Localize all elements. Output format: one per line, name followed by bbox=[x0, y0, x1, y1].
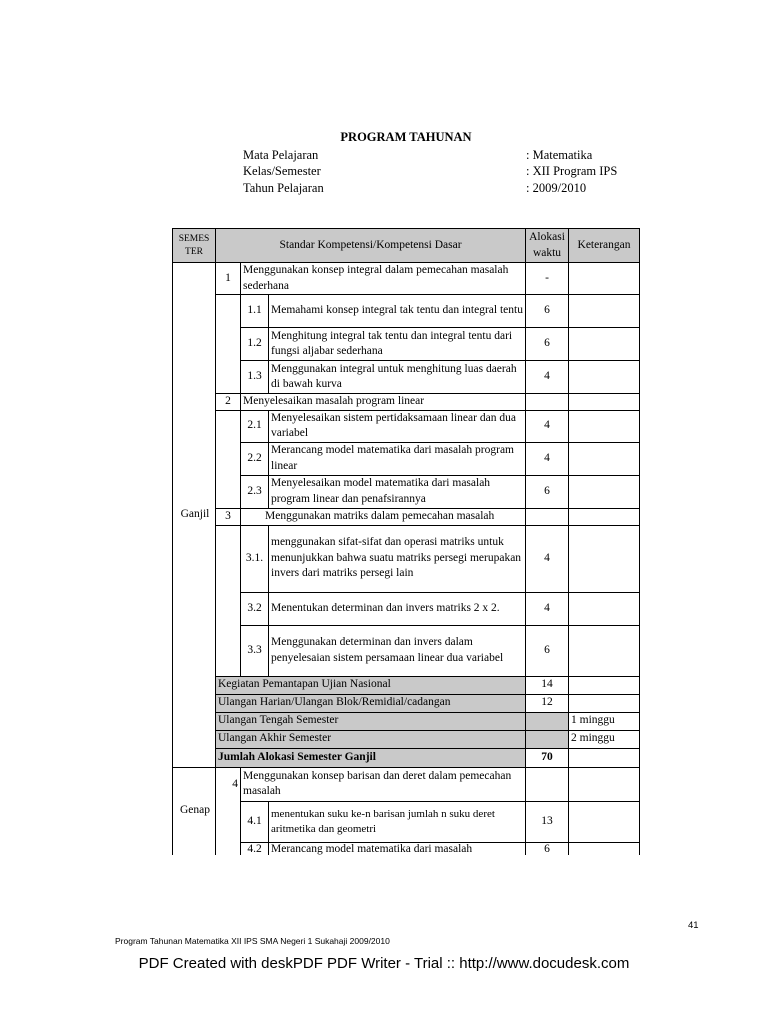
kd-number: 4.2 bbox=[241, 842, 269, 855]
kd-text: Menyelesaikan model matematika dari masalah program linear dan penafsirannya bbox=[269, 475, 526, 508]
table-row bbox=[173, 842, 640, 855]
kd-text: menentukan suku ke-n barisan jumlah n suku deret aritmetika dan geometri bbox=[269, 801, 526, 842]
meta-row-year bbox=[243, 181, 587, 196]
keterangan-cell bbox=[569, 410, 640, 442]
alokasi-cell: 6 bbox=[526, 625, 569, 676]
table-row bbox=[173, 592, 640, 625]
meta-value: : Matematika bbox=[526, 148, 593, 162]
table-row bbox=[173, 410, 640, 442]
kd-text: Menghitung integral tak tentu dan integral tentu dari fungsi aljabar sederhana bbox=[269, 328, 526, 361]
kd-text: Menyelesaikan sistem pertidaksamaan linear dan dua variabel bbox=[269, 410, 526, 442]
table-row bbox=[173, 328, 640, 361]
keterangan-cell bbox=[569, 801, 640, 842]
kd-text: Menentukan determinan dan invers matriks 2 x 2. bbox=[269, 592, 526, 625]
table-row bbox=[173, 525, 640, 592]
keterangan-cell bbox=[569, 592, 640, 625]
summary-alokasi bbox=[526, 730, 569, 748]
summary-keterangan: 1 minggu bbox=[569, 712, 640, 730]
keterangan-cell bbox=[569, 767, 640, 801]
summary-label: Ulangan Harian/Ulangan Blok/Remidial/cadangan bbox=[216, 694, 526, 712]
summary-total-label: Jumlah Alokasi Semester Ganjil bbox=[216, 748, 526, 767]
alokasi-cell: 13 bbox=[526, 801, 569, 842]
kd-text: Menggunakan integral untuk menghitung luas daerah di bawah kurva bbox=[269, 361, 526, 394]
alokasi-cell: 4 bbox=[526, 410, 569, 442]
keterangan-cell bbox=[569, 361, 640, 394]
summary-total-row bbox=[173, 748, 640, 767]
kd-number: 2.1 bbox=[241, 410, 269, 442]
summary-alokasi bbox=[526, 712, 569, 730]
table-row bbox=[173, 295, 640, 328]
table-row bbox=[173, 475, 640, 508]
sk-text: Menggunakan konsep integral dalam pemecahan masalah sederhana bbox=[241, 263, 526, 295]
sk-number: 3 bbox=[216, 508, 241, 525]
kd-number: 4.1 bbox=[241, 801, 269, 842]
table-row bbox=[173, 263, 640, 295]
kd-text: Merancang model matematika dari masalah bbox=[269, 842, 526, 855]
summary-label: Kegiatan Pemantapan Ujian Nasional bbox=[216, 676, 526, 694]
sk-text: Menggunakan matriks dalam pemecahan masalah bbox=[241, 508, 526, 525]
table-row bbox=[173, 801, 640, 842]
alokasi-cell: 4 bbox=[526, 361, 569, 394]
kd-text: Memahami konsep integral tak tentu dan integral tentu bbox=[269, 295, 526, 328]
table-row bbox=[173, 394, 640, 411]
page-footer: Program Tahunan Matematika XII IPS SMA Negeri 1 Sukahaji 2009/2010 bbox=[115, 936, 390, 946]
alokasi-cell bbox=[526, 394, 569, 411]
summary-label: Ulangan Tengah Semester bbox=[216, 712, 526, 730]
semester-genap: Genap bbox=[173, 767, 216, 855]
meta-label: Kelas/Semester bbox=[243, 164, 321, 178]
header-semester: SEMES TER bbox=[173, 229, 216, 263]
meta-row-class bbox=[243, 164, 618, 179]
keterangan-cell bbox=[569, 842, 640, 855]
summary-keterangan bbox=[569, 676, 640, 694]
table-row bbox=[173, 442, 640, 475]
header-keterangan: Keterangan bbox=[569, 229, 640, 263]
meta-value: : 2009/2010 bbox=[526, 181, 587, 195]
header-sk-kd: Standar Kompetensi/Kompetensi Dasar bbox=[216, 229, 526, 263]
kd-text: Merancang model matematika dari masalah program linear bbox=[269, 442, 526, 475]
alokasi-cell: - bbox=[526, 263, 569, 295]
sk-text: Menggunakan konsep barisan dan deret dalam pemecahan masalah bbox=[241, 767, 526, 801]
alokasi-cell: 4 bbox=[526, 592, 569, 625]
page-title: PROGRAM TAHUNAN bbox=[340, 130, 472, 144]
alokasi-cell: 6 bbox=[526, 842, 569, 855]
page-number: 41 bbox=[688, 920, 699, 931]
keterangan-cell bbox=[569, 328, 640, 361]
summary-row bbox=[173, 694, 640, 712]
summary-keterangan: 2 minggu bbox=[569, 730, 640, 748]
table-row bbox=[173, 767, 640, 801]
alokasi-cell: 6 bbox=[526, 295, 569, 328]
summary-row bbox=[173, 730, 640, 748]
alokasi-cell: 6 bbox=[526, 475, 569, 508]
keterangan-cell bbox=[569, 263, 640, 295]
sk-number: 4 bbox=[216, 767, 241, 801]
alokasi-cell: 6 bbox=[526, 328, 569, 361]
semester-ganjil: Ganjil bbox=[173, 263, 216, 768]
meta-row-subject bbox=[243, 148, 593, 163]
keterangan-cell bbox=[569, 475, 640, 508]
alokasi-cell bbox=[526, 508, 569, 525]
summary-keterangan bbox=[569, 748, 640, 767]
table-row bbox=[173, 508, 640, 525]
table-row bbox=[173, 361, 640, 394]
kd-number: 3.2 bbox=[241, 592, 269, 625]
sk-number: 2 bbox=[216, 394, 241, 411]
kd-number: 2.2 bbox=[241, 442, 269, 475]
kd-number: 3.1. bbox=[241, 525, 269, 592]
meta-value: : XII Program IPS bbox=[526, 164, 618, 178]
keterangan-cell bbox=[569, 525, 640, 592]
summary-keterangan bbox=[569, 694, 640, 712]
keterangan-cell bbox=[569, 442, 640, 475]
kd-number: 1.2 bbox=[241, 328, 269, 361]
kd-number: 1.3 bbox=[241, 361, 269, 394]
summary-alokasi: 12 bbox=[526, 694, 569, 712]
table-header-row bbox=[173, 229, 640, 263]
kd-number: 3.3 bbox=[241, 625, 269, 676]
alokasi-cell: 4 bbox=[526, 442, 569, 475]
summary-row bbox=[173, 712, 640, 730]
kd-text: menggunakan sifat-sifat dan operasi matriks untuk menunjukkan bahwa suatu matriks persegi merupakan invers dari matriks persegi lain bbox=[269, 525, 526, 592]
program-table bbox=[172, 228, 640, 855]
meta-label: Tahun Pelajaran bbox=[243, 181, 324, 195]
kd-text: Menggunakan determinan dan invers dalam penyelesaian sistem persamaan linear dua variabel bbox=[269, 625, 526, 676]
summary-row bbox=[173, 676, 640, 694]
sk-number: 1 bbox=[216, 263, 241, 295]
table-row bbox=[173, 625, 640, 676]
keterangan-cell bbox=[569, 394, 640, 411]
kd-number: 2.3 bbox=[241, 475, 269, 508]
meta-label: Mata Pelajaran bbox=[243, 148, 319, 162]
kd-number: 1.1 bbox=[241, 295, 269, 328]
pdf-watermark-banner: PDF Created with deskPDF PDF Writer - Trial :: http://www.docudesk.com bbox=[138, 955, 630, 972]
keterangan-cell bbox=[569, 625, 640, 676]
alokasi-cell: 4 bbox=[526, 525, 569, 592]
summary-label: Ulangan Akhir Semester bbox=[216, 730, 526, 748]
keterangan-cell bbox=[569, 508, 640, 525]
summary-total-alokasi: 70 bbox=[526, 748, 569, 767]
header-alokasi: Alokasi waktu bbox=[526, 229, 569, 263]
sk-text: Menyelesaikan masalah program linear bbox=[241, 394, 526, 411]
keterangan-cell bbox=[569, 295, 640, 328]
summary-alokasi: 14 bbox=[526, 676, 569, 694]
alokasi-cell bbox=[526, 767, 569, 801]
